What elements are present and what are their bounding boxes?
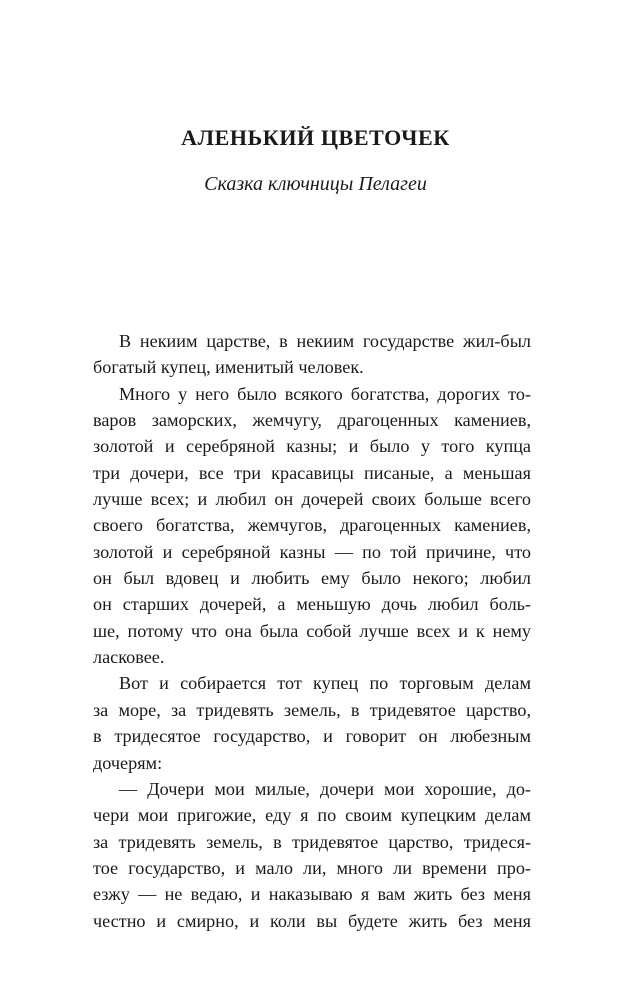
text-line: за море, за тридевять земель, в тридевятое царство, (93, 699, 531, 720)
text-line: Много у него было всякого богатства, дорогих то- (119, 383, 531, 404)
text-line: честно и смирно, и коли вы будете жить без меня (93, 910, 531, 931)
text-line: в тридесятое государство, и говорит он любезным (93, 726, 531, 747)
text-line: дочерям: (93, 752, 163, 773)
page-subtitle: Сказка ключницы Пелагеи (204, 173, 427, 195)
text-line: своего богатства, жемчугов, драгоценных камениев, (93, 515, 531, 536)
paragraph (93, 776, 531, 934)
text-line: чери мои пригожие, еду я по своим купецким делам (93, 805, 531, 826)
text-line: за тридевять земель, в тридевятое царство, тридеся- (93, 831, 531, 852)
text-line: три дочери, все три красавицы писаные, а меньшая (93, 462, 531, 483)
text-line: — Дочери мои милые, дочери мои хорошие, до- (119, 778, 531, 799)
paragraph (93, 328, 531, 381)
story-text (93, 328, 531, 934)
paragraph (93, 381, 531, 671)
text-line: ше, потому что она была собой лучше всех и к нему (93, 620, 531, 641)
page-title: АЛЕНЬКИЙ ЦВЕТОЧЕК (181, 125, 450, 150)
text-line: ласковее. (93, 647, 165, 668)
text-line: богатый купец, именитый человек. (93, 357, 364, 378)
text-line: он старших дочерей, а меньшую дочь любил боль- (93, 594, 531, 615)
text-line: Вот и собирается тот купец по торговым делам (119, 673, 531, 694)
text-line: тое государство, и мало ли, много ли времени про- (93, 857, 531, 878)
text-line: В некиим царстве, в некиим государстве жил-был (119, 331, 531, 351)
text-line: он был вдовец и любить ему было некого; любил (93, 568, 531, 589)
text-line: лучше всех; и любил он дочерей своих больше всего (93, 489, 531, 510)
paragraph (93, 670, 531, 775)
text-line: золотой и серебряной казны — по той причине, что (93, 541, 531, 562)
text-line: золотой и серебряной казны; и было у того купца (93, 436, 531, 457)
text-line: езжу — не ведаю, и наказываю я вам жить без меня (93, 884, 531, 905)
text-line: варов заморских, жемчугу, драгоценных камениев, (93, 410, 531, 431)
